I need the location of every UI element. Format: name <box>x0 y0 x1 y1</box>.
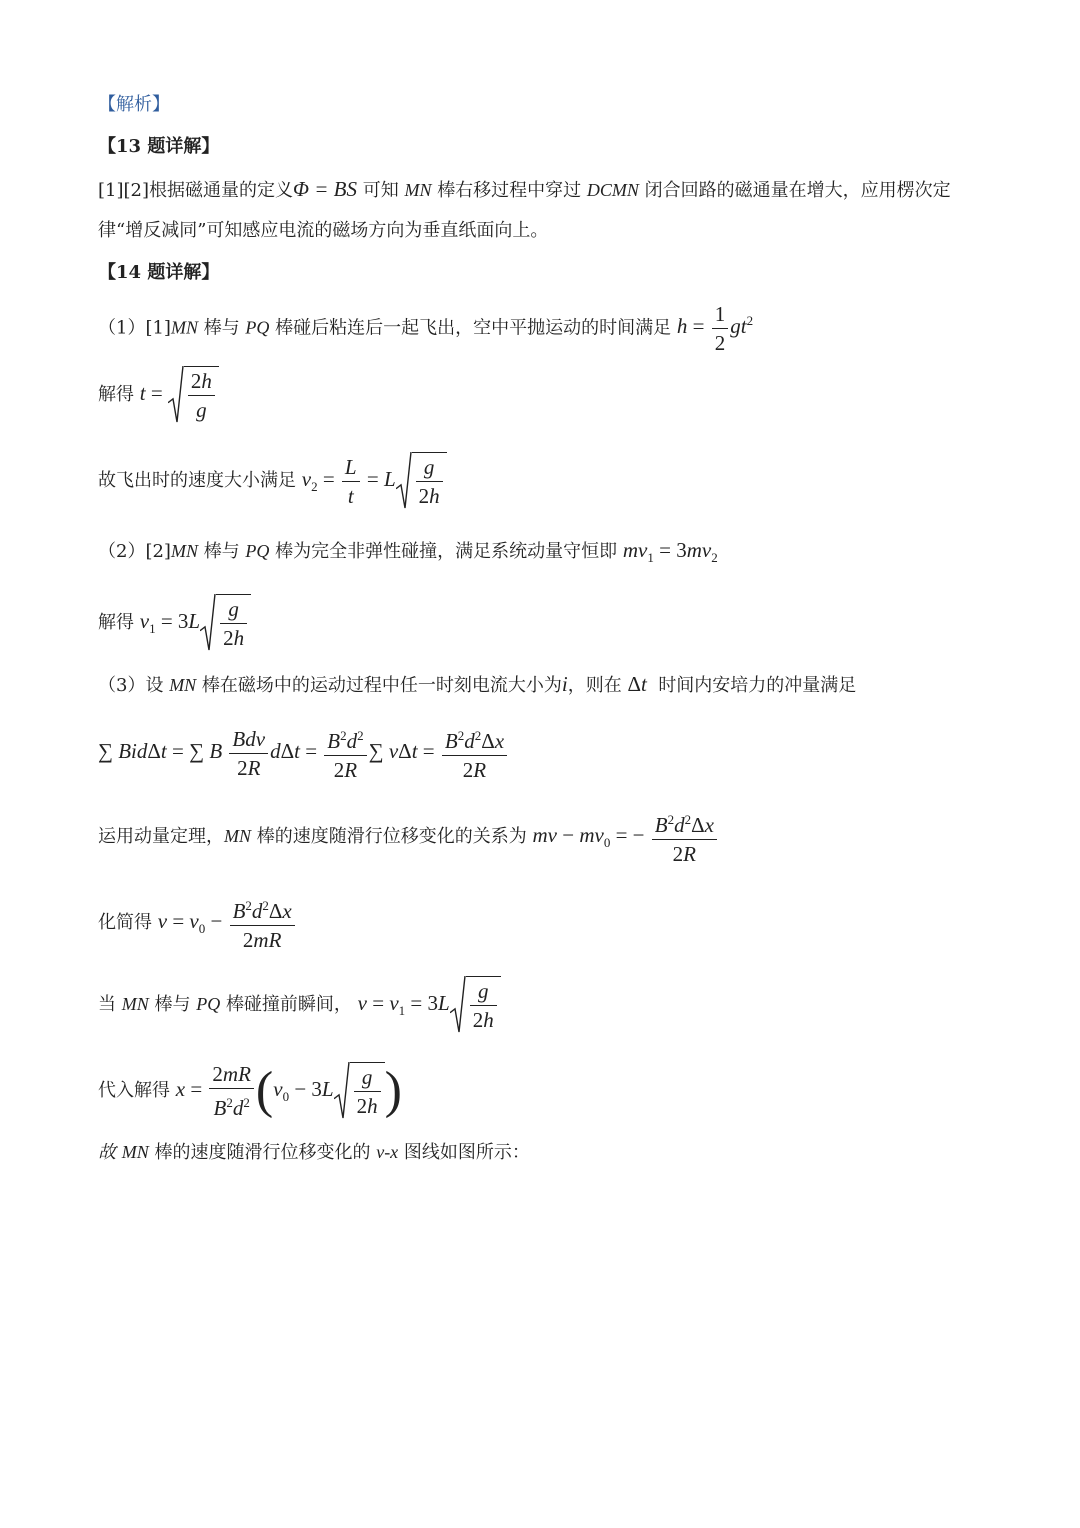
q13-paragraph-line-2: 律“增反减同”可知感应电流的磁场方向为垂直纸面向上。 <box>98 220 549 241</box>
v1-formula: $v_1 = 3L$ $\frac{g}{2h}$ <box>140 609 251 633</box>
momentum-conservation-formula: $mv_1 = 3mv_2$ <box>622 538 718 566</box>
flux-formula: Φ = BS <box>293 177 357 201</box>
q14-title: 【14 题详解】 <box>98 262 220 283</box>
solve-v1-line: 解得 $v_1 = 3L$ $\frac{g}{2h}$ <box>98 594 251 652</box>
before-collision-line: 当 MN 棒与 PQ 棒碰撞前瞬间， $v = v_1 = 3L$ $\frac{g}{2h}$ <box>98 976 501 1034</box>
momentum-theorem-line: 运用动量定理，MN 棒的速度随滑行位移变化的关系为 mv − $mv_0$ = − $\frac{B^2d^2\Delta x}{2R}$ <box>98 806 719 868</box>
momentum-theorem-formula: mv − $mv_0$ = − $\frac{B^2d^2\Delta x}{2R}$ <box>532 823 718 847</box>
q14-part1-line: （1）[1]MN 棒与 PQ 棒碰后粘连后一起飞出，空中平抛运动的时间满足 h = $\frac{1}{2}$ $gt^2$ <box>98 302 754 355</box>
final-line: 故 MN 棒的速度随滑行位移变化的 v-x 图线如图所示： <box>98 1142 530 1163</box>
v-equals-v1-formula: $v = v_1 = 3L$ $\frac{g}{2h}$ <box>358 991 501 1015</box>
q13-title: 【13 题详解】 <box>98 136 220 157</box>
v2-formula: $v_2$ = $\frac{L}{t}$ = L $\frac{g}{2h}$ <box>302 467 447 491</box>
v-formula: $v = v_0$ − $\frac{B^2d^2\Delta x}{2mR}$ <box>158 909 297 933</box>
solve-t-line: 解得 t = $\frac{2h}{g}$ <box>98 366 219 424</box>
substitute-line: 代入解得 x = $\frac{2mR}{B^2d^2}$ ($v_0 - 3L$ $\frac{g}{2h}$ ) <box>98 1062 402 1120</box>
time-formula: h = $\frac{1}{2}$ $gt^2$ <box>676 302 754 355</box>
t-formula: t = $\frac{2h}{g}$ <box>140 381 219 405</box>
simplify-line: 化简得 $v = v_0$ − $\frac{B^2d^2\Delta x}{2mR}$ <box>98 892 297 954</box>
q14-part3-line: （3）设 MN 棒在磁场中的运动过程中任一时刻电流大小为i，则在 Δt 时间内安培力的冲量满足 <box>98 672 857 696</box>
q14-part2-line: （2）[2]MN 棒与 PQ 棒为完全非弹性碰撞，满足系统动量守恒即 $mv_1 = 3mv_2$ <box>98 538 718 566</box>
speed-line: 故飞出时的速度大小满足 $v_2$ = $\frac{L}{t}$ = L $\frac{g}{2h}$ <box>98 452 447 510</box>
q13-paragraph-line-1: [1][2]根据磁通量的定义Φ = BS 可知 MN 棒右移过程中穿过 DCMN 闭合回路的磁通量在增大，应用楞次定 <box>98 177 951 201</box>
analysis-heading: 【解析】 <box>98 94 170 115</box>
impulse-formula: ∑ BidΔt = ∑ B $\frac{\text{Bdv}}{2R}$ dΔt = $\frac{B^2d^2}{2R}$ ∑ vΔt = $\frac{B^2d^2\Delta x}{2R}$ <box>98 722 509 784</box>
x-formula: x = $\frac{2mR}{B^2d^2}$ ($v_0 - 3L$ $\frac{g}{2h}$ ) <box>175 1062 402 1120</box>
